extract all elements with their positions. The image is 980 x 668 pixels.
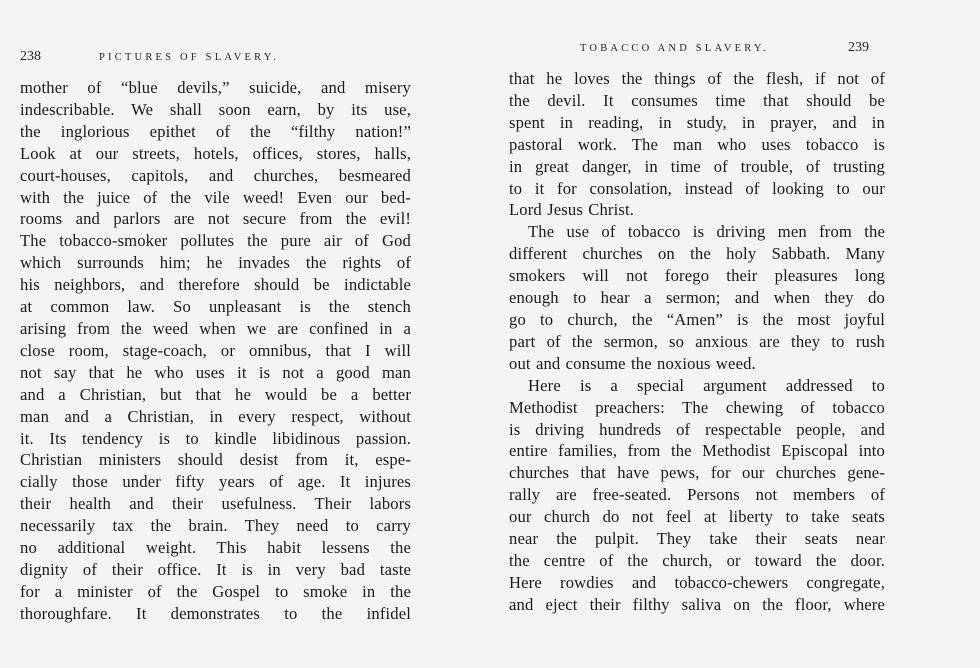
text-line: is driving hundreds of respectable people, and (509, 419, 885, 439)
text-line: indescribable. We shall soon earn, by its use, (20, 99, 411, 119)
text-line: Here rowdies and tobacco-chewers congregate, (509, 572, 885, 592)
text-line: Christian ministers should desist from it, espe- (20, 450, 411, 470)
text-line: that he loves the things of the flesh, if not of (509, 69, 885, 88)
paragraph-start-line: Here is a special argument addressed to (528, 375, 885, 395)
text-line: part of the sermon, so anxious are they to rush (509, 331, 885, 351)
text-line: pastoral work. The man who uses tobacco is (509, 134, 885, 154)
text-line: mother of “blue devils,” suicide, and misery (20, 78, 411, 97)
text-line: Lord Jesus Christ. (509, 200, 635, 220)
text-line: in great danger, in time of trouble, of trusting (509, 156, 885, 176)
text-line: thoroughfare. It demonstrates to the infidel (20, 603, 411, 623)
text-line: churches that have pews, for our churches gene- (509, 463, 885, 483)
text-line: man and a Christian, in every respect, without (20, 406, 411, 426)
text-line: spent in reading, in study, in prayer, and in (509, 112, 885, 132)
page-number: 239 (848, 40, 869, 55)
paragraph-start-line: The use of tobacco is driving men from the (528, 222, 885, 242)
text-line: close room, stage-coach, or omnibus, that I will (20, 340, 411, 360)
running-head-title: PICTURES OF SLAVERY. (99, 52, 280, 63)
text-line: rally are free-seated. Persons not members of (509, 485, 885, 505)
text-line: go to church, the “Amen” is the most joyful (509, 309, 885, 329)
text-line: it. Its tendency is to kindle libidinous passion. (20, 428, 411, 448)
text-line: entire families, from the Methodist Episcopal into (509, 441, 885, 461)
text-line: Methodist preachers: The chewing of tobacco (509, 397, 885, 417)
text-line: smokers will not forego their pleasures long (509, 266, 885, 286)
text-line: The tobacco-smoker pollutes the pure air of God (20, 231, 411, 251)
page-number: 238 (20, 49, 41, 64)
text-line: the devil. It consumes time that should be (509, 90, 885, 110)
text-line: dignity of their office. It is in very bad taste (20, 559, 411, 579)
text-line: the centre of the church, or toward the door. (509, 550, 885, 570)
text-line: at common law. So unpleasant is the stench (20, 297, 411, 317)
text-line: the inglorious epithet of the “filthy nation!” (20, 121, 411, 141)
text-line: our church do not feel at liberty to take seats (509, 507, 885, 527)
text-line: for a minister of the Gospel to smoke in the (20, 581, 411, 601)
text-line: not say that he who uses it is not a good man (20, 362, 411, 382)
text-line: near the pulpit. They take their seats near (509, 529, 885, 549)
left-page-body (20, 77, 411, 625)
text-line: with the juice of the vile weed! Even our bed- (20, 187, 411, 207)
text-line: out and consume the noxious weed. (509, 353, 756, 373)
text-line: to it for consolation, instead of looking to our (509, 178, 885, 198)
text-line: which surrounds him; he invades the rights of (20, 253, 411, 273)
running-head-title: TOBACCO AND SLAVERY. (580, 43, 770, 54)
text-line: enough to hear a sermon; and when they do (509, 288, 885, 308)
text-line: necessarily tax the brain. They need to carry (20, 516, 411, 536)
text-line: their health and their usefulness. Their labors (20, 494, 411, 514)
text-line: Look at our streets, hotels, offices, stores, halls, (20, 143, 411, 163)
text-line: and eject their filthy saliva on the floor, where (509, 594, 885, 614)
text-line: no additional weight. This habit lessens the (20, 538, 411, 558)
text-line: cially those under fifty years of age. It injures (20, 472, 411, 492)
text-line: his neighbors, and therefore should be indictable (20, 275, 411, 295)
text-line: rooms and parlors are not secure from the evil! (20, 209, 411, 229)
text-line: and a Christian, but that he would be a better (20, 384, 411, 404)
text-line: court-houses, capitols, and churches, besmeared (20, 165, 411, 185)
text-line: arising from the weed when we are confined in a (20, 318, 411, 338)
text-line: different churches on the holy Sabbath. Many (509, 244, 885, 264)
right-page-body (509, 68, 885, 616)
